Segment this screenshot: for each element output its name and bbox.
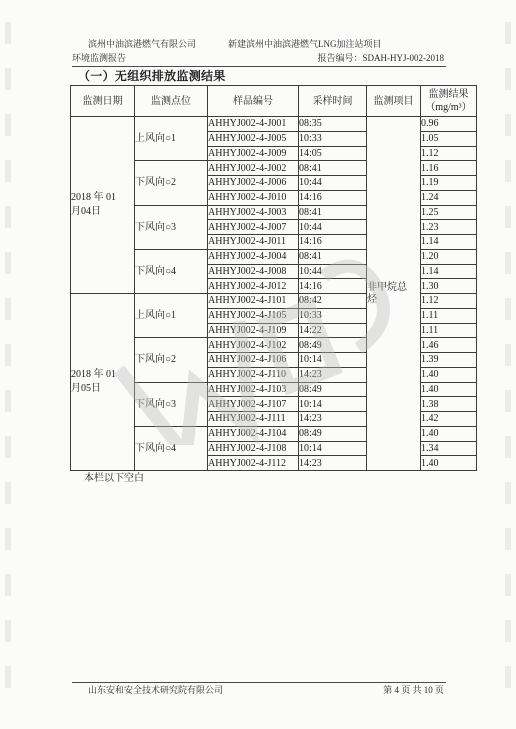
sampling-time-cell: 08:41 — [299, 205, 367, 220]
point-cell: 下风向○3 — [135, 205, 208, 249]
sample-id-cell: AHHYJ002-4-J108 — [208, 441, 299, 456]
result-value-cell: 1.40 — [421, 456, 477, 471]
header-report-number: 报告编号：SDAH-HYJ-002-2018 — [317, 53, 444, 63]
monitoring-item-text: 非甲烷总烃 — [367, 281, 407, 305]
sampling-time-cell: 08:35 — [299, 117, 367, 132]
header-company: 滨州中油滨港燃气有限公司 — [88, 39, 197, 49]
sampling-time-cell: 14:22 — [299, 323, 367, 338]
sampling-time-cell: 08:41 — [299, 161, 367, 176]
sample-id-cell: AHHYJ002-4-J006 — [208, 176, 299, 191]
result-value-cell: 1.11 — [421, 323, 477, 338]
sample-id-cell: AHHYJ002-4-J005 — [208, 131, 299, 146]
sample-id-cell: AHHYJ002-4-J107 — [208, 397, 299, 412]
sampling-time-cell: 10:44 — [299, 220, 367, 235]
result-value-cell: 1.12 — [421, 146, 477, 161]
results-table-body — [71, 117, 477, 471]
result-value-cell: 1.30 — [421, 279, 477, 294]
sampling-time-cell: 08:49 — [299, 338, 367, 353]
point-cell: 下风向○3 — [135, 382, 208, 426]
sample-id-cell: AHHYJ002-4-J105 — [208, 308, 299, 323]
sample-id-cell: AHHYJ002-4-J010 — [208, 190, 299, 205]
sampling-time-cell: 10:44 — [299, 264, 367, 279]
date-line: 2018 年 01 — [71, 192, 116, 203]
sampling-time-cell: 14:16 — [299, 279, 367, 294]
point-cell: 上风向○1 — [135, 117, 208, 161]
point-cell: 下风向○2 — [135, 161, 208, 205]
result-header-label: 监测结果 — [428, 89, 469, 100]
sample-id-cell: AHHYJ002-4-J008 — [208, 264, 299, 279]
date-line: 月04日 — [71, 206, 101, 217]
sample-id-cell: AHHYJ002-4-J112 — [208, 456, 299, 471]
point-cell: 上风向○1 — [135, 294, 208, 338]
result-value-cell: 1.19 — [421, 176, 477, 191]
binding-marks-right — [505, 22, 511, 712]
result-value-cell: 1.40 — [421, 426, 477, 441]
sampling-time-cell: 10:44 — [299, 176, 367, 191]
sample-id-cell: AHHYJ002-4-J009 — [208, 146, 299, 161]
result-value-cell: 0.96 — [421, 117, 477, 132]
sampling-time-cell: 14:16 — [299, 235, 367, 250]
sample-id-cell: AHHYJ002-4-J011 — [208, 235, 299, 250]
monitoring-item-cell — [367, 117, 421, 471]
sampling-time-cell: 10:33 — [299, 131, 367, 146]
footer-rule — [72, 682, 446, 683]
table-header-row — [71, 86, 477, 117]
result-header-unit: （mg/m³） — [425, 102, 472, 113]
date-cell — [71, 294, 135, 471]
sample-id-cell: AHHYJ002-4-J001 — [208, 117, 299, 132]
sample-id-cell: AHHYJ002-4-J109 — [208, 323, 299, 338]
results-table-head — [71, 86, 477, 117]
sampling-time-cell: 08:41 — [299, 249, 367, 264]
sampling-time-cell: 08:42 — [299, 294, 367, 309]
column-header-sampling-time: 采样时间 — [299, 86, 367, 117]
sampling-time-cell: 14:05 — [299, 146, 367, 161]
result-value-cell: 1.34 — [421, 441, 477, 456]
sampling-time-cell: 14:23 — [299, 456, 367, 471]
sample-id-cell: AHHYJ002-4-J007 — [208, 220, 299, 235]
footer-page-number: 第 4 页 共 10 页 — [383, 685, 444, 695]
result-value-cell: 1.14 — [421, 264, 477, 279]
date-line: 月05日 — [71, 383, 101, 394]
result-value-cell: 1.20 — [421, 249, 477, 264]
result-value-cell: 1.11 — [421, 308, 477, 323]
sampling-time-cell: 14:16 — [299, 190, 367, 205]
result-value-cell: 1.05 — [421, 131, 477, 146]
sampling-time-cell: 10:14 — [299, 441, 367, 456]
sample-id-cell: AHHYJ002-4-J102 — [208, 338, 299, 353]
result-value-cell: 1.42 — [421, 412, 477, 427]
sampling-time-cell: 14:23 — [299, 412, 367, 427]
sampling-time-cell: 08:49 — [299, 382, 367, 397]
result-value-cell: 1.40 — [421, 382, 477, 397]
sampling-time-cell: 10:33 — [299, 308, 367, 323]
date-line: 2018 年 01 — [71, 369, 116, 380]
sample-id-cell: AHHYJ002-4-J110 — [208, 367, 299, 382]
point-cell: 下风向○4 — [135, 426, 208, 470]
sample-id-cell: AHHYJ002-4-J103 — [208, 382, 299, 397]
sample-id-cell: AHHYJ002-4-J002 — [208, 161, 299, 176]
sample-id-cell: AHHYJ002-4-J111 — [208, 412, 299, 427]
result-value-cell: 1.16 — [421, 161, 477, 176]
result-value-cell: 1.40 — [421, 367, 477, 382]
sample-id-cell: AHHYJ002-4-J004 — [208, 249, 299, 264]
results-table — [70, 85, 477, 471]
date-cell — [71, 117, 135, 294]
sample-id-cell: AHHYJ002-4-J003 — [208, 205, 299, 220]
sampling-time-cell: 10:14 — [299, 397, 367, 412]
column-header-sample-id: 样品编号 — [208, 86, 299, 117]
sample-id-cell: AHHYJ002-4-J012 — [208, 279, 299, 294]
point-cell: 下风向○4 — [135, 249, 208, 293]
result-value-cell: 1.25 — [421, 205, 477, 220]
header-report-type: 环境监测报告 — [72, 53, 127, 63]
column-header-point: 监测点位 — [135, 86, 208, 117]
blank-below-note: 本栏以下空白 — [84, 473, 144, 484]
result-value-cell: 1.46 — [421, 338, 477, 353]
sample-id-cell: AHHYJ002-4-J106 — [208, 353, 299, 368]
sampling-time-cell: 08:49 — [299, 426, 367, 441]
sampling-time-cell: 14:23 — [299, 367, 367, 382]
result-value-cell: 1.24 — [421, 190, 477, 205]
result-value-cell: 1.12 — [421, 294, 477, 309]
column-header-date: 监测日期 — [71, 86, 135, 117]
header-rule — [72, 66, 446, 67]
sample-id-cell: AHHYJ002-4-J101 — [208, 294, 299, 309]
sampling-time-cell: 10:14 — [299, 353, 367, 368]
footer-institute: 山东安和安全技术研究院有限公司 — [88, 685, 224, 695]
result-value-cell: 1.39 — [421, 353, 477, 368]
result-value-cell: 1.14 — [421, 235, 477, 250]
table-row — [71, 117, 477, 132]
column-header-result — [421, 86, 477, 117]
point-cell: 下风向○2 — [135, 338, 208, 382]
binding-marks-left — [5, 22, 11, 712]
column-header-item: 监测项目 — [367, 86, 421, 117]
header-project: 新建滨州中油滨港燃气LNG加注站项目 — [228, 39, 382, 49]
result-value-cell: 1.38 — [421, 397, 477, 412]
section-title: （一）无组织排放监测结果 — [78, 69, 226, 83]
result-value-cell: 1.23 — [421, 220, 477, 235]
sample-id-cell: AHHYJ002-4-J104 — [208, 426, 299, 441]
